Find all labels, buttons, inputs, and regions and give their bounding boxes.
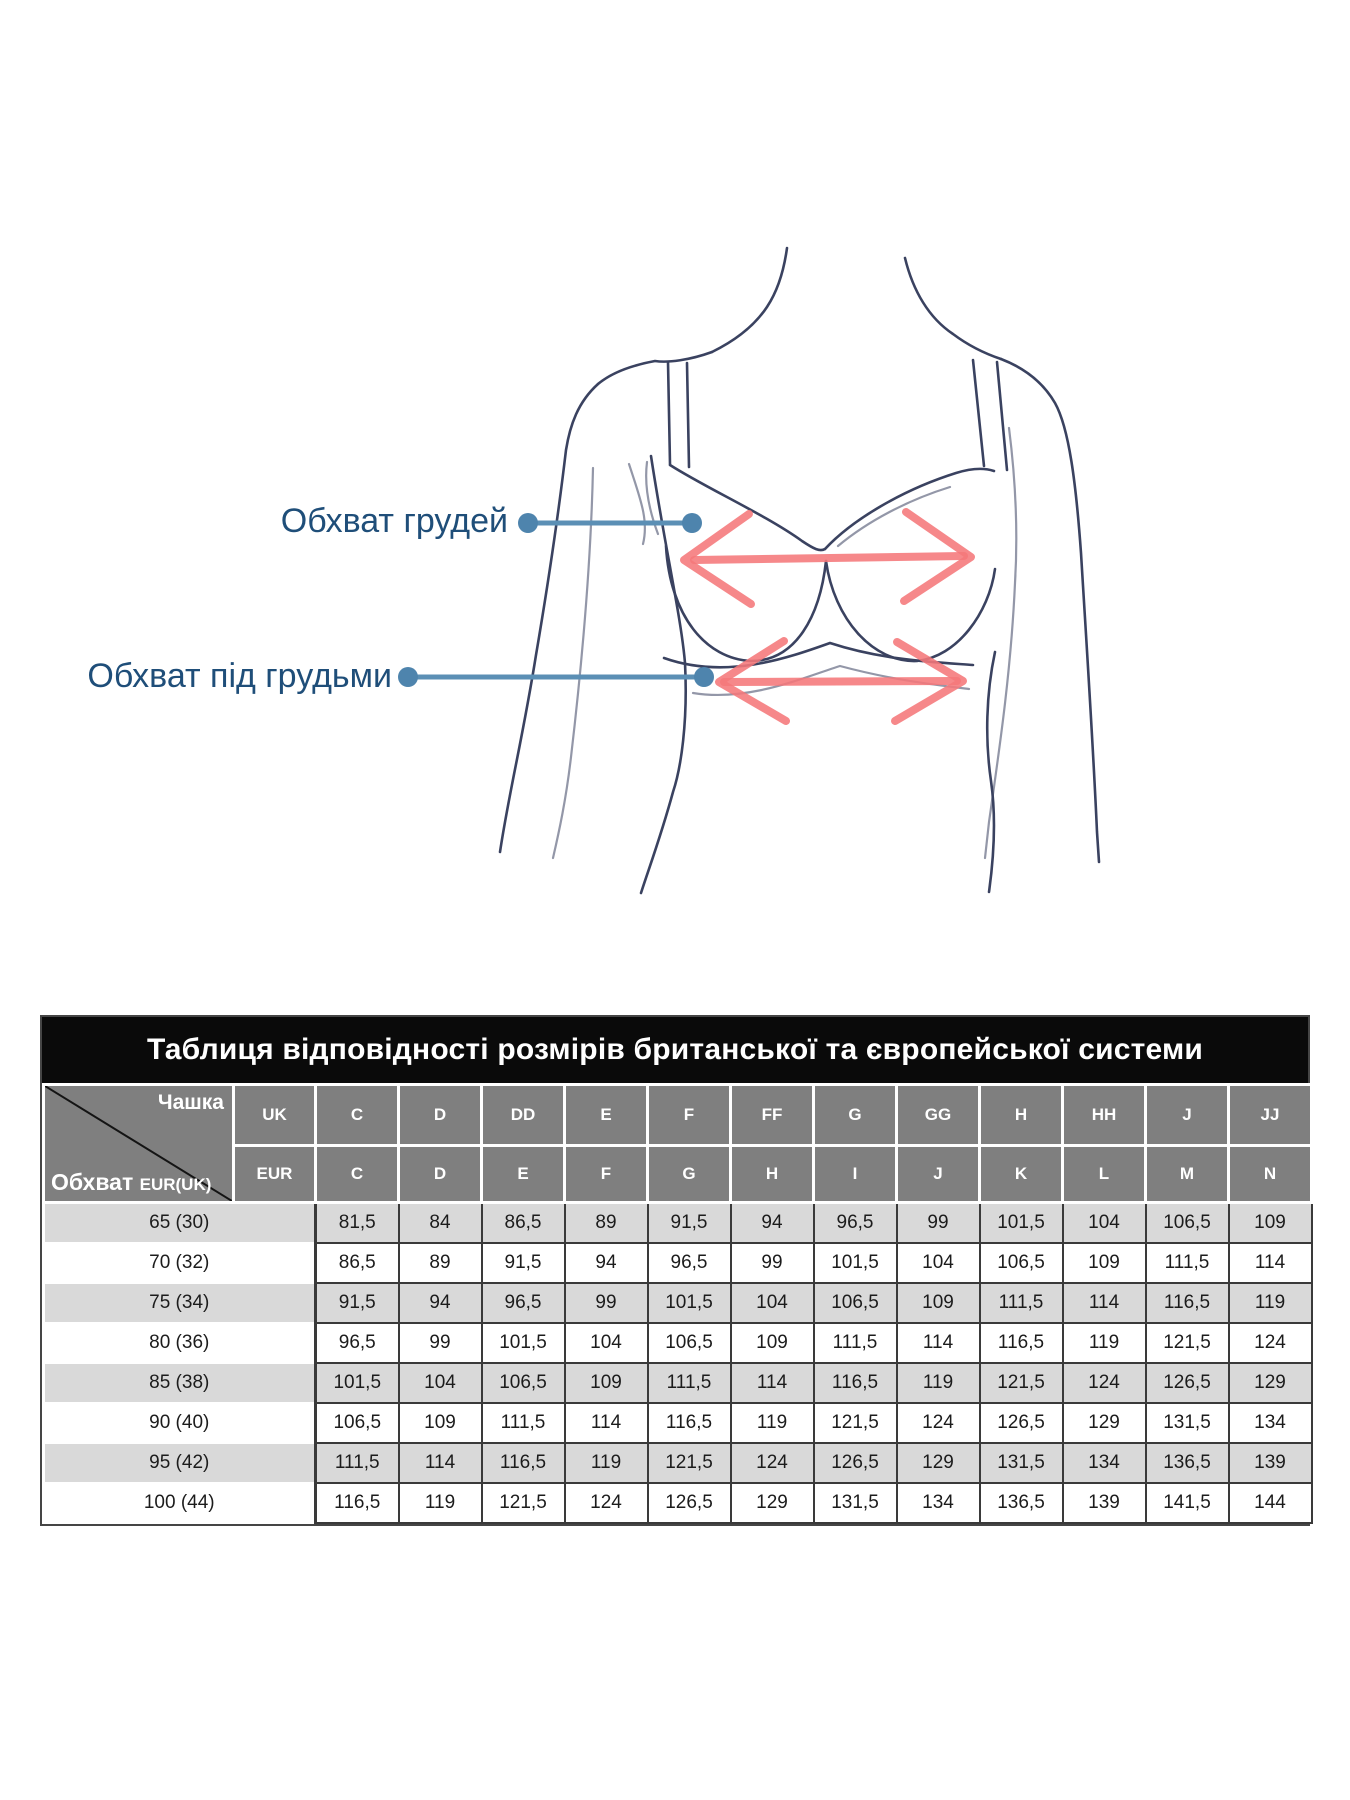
size-value-cell: 116,5: [814, 1363, 897, 1403]
bra-outline: [664, 360, 1007, 695]
size-value-cell: 104: [1063, 1203, 1146, 1244]
size-value-cell: 141,5: [1146, 1483, 1229, 1523]
size-value-cell: 99: [399, 1323, 482, 1363]
size-value-cell: 106,5: [980, 1243, 1063, 1283]
size-value-cell: 126,5: [1146, 1363, 1229, 1403]
size-value-cell: 104: [897, 1243, 980, 1283]
underbust-measure-arrow: [719, 641, 963, 721]
size-value-cell: 126,5: [814, 1443, 897, 1483]
size-value-cell: 114: [731, 1363, 814, 1403]
eur-cup-M: M: [1146, 1146, 1229, 1203]
uk-cup-G: G: [814, 1085, 897, 1146]
size-value-cell: 129: [897, 1443, 980, 1483]
eur-cup-N: N: [1229, 1146, 1312, 1203]
size-value-cell: 101,5: [316, 1363, 399, 1403]
table-row: [44, 1203, 1312, 1244]
band-size-label: 75 (34): [44, 1283, 316, 1323]
corner-cell: [44, 1085, 234, 1203]
size-value-cell: 124: [731, 1443, 814, 1483]
table-row: [44, 1243, 1312, 1283]
size-value-cell: 104: [565, 1323, 648, 1363]
uk-system-label: UK: [234, 1085, 316, 1146]
size-value-cell: 94: [399, 1283, 482, 1323]
size-value-cell: 119: [731, 1403, 814, 1443]
table-row: [44, 1323, 1312, 1363]
size-value-cell: 86,5: [482, 1203, 565, 1244]
size-value-cell: 101,5: [648, 1283, 731, 1323]
size-value-cell: 136,5: [980, 1483, 1063, 1523]
size-value-cell: 99: [731, 1243, 814, 1283]
size-value-cell: 124: [1063, 1363, 1146, 1403]
size-value-cell: 119: [897, 1363, 980, 1403]
size-value-cell: 124: [565, 1483, 648, 1523]
size-value-cell: 94: [565, 1243, 648, 1283]
size-value-cell: 134: [1063, 1443, 1146, 1483]
size-value-cell: 111,5: [1146, 1243, 1229, 1283]
table-row: [44, 1283, 1312, 1323]
corner-band-word: Обхват: [51, 1169, 134, 1195]
size-value-cell: 91,5: [648, 1203, 731, 1244]
bust-measure-arrow: [684, 512, 971, 604]
eur-cup-L: L: [1063, 1146, 1146, 1203]
size-value-cell: 109: [1063, 1243, 1146, 1283]
size-value-cell: 109: [565, 1363, 648, 1403]
eur-cup-C: C: [316, 1146, 399, 1203]
size-value-cell: 96,5: [482, 1283, 565, 1323]
underbust-label: Обхват під грудьми: [87, 657, 392, 695]
size-value-cell: 131,5: [814, 1483, 897, 1523]
uk-cup-C: C: [316, 1085, 399, 1146]
size-value-cell: 114: [1063, 1283, 1146, 1323]
band-size-label: 70 (32): [44, 1243, 316, 1283]
uk-cup-DD: DD: [482, 1085, 565, 1146]
size-value-cell: 119: [399, 1483, 482, 1523]
size-value-cell: 136,5: [1146, 1443, 1229, 1483]
size-value-cell: 104: [399, 1363, 482, 1403]
table-title: Таблиця відповідності розмірів британської та європейської системи: [42, 1017, 1308, 1083]
eur-cup-J: J: [897, 1146, 980, 1203]
size-value-cell: 89: [399, 1243, 482, 1283]
size-value-cell: 111,5: [316, 1443, 399, 1483]
size-value-cell: 86,5: [316, 1243, 399, 1283]
eur-cup-I: I: [814, 1146, 897, 1203]
size-value-cell: 94: [731, 1203, 814, 1244]
size-value-cell: 109: [399, 1403, 482, 1443]
uk-cup-GG: GG: [897, 1085, 980, 1146]
size-value-cell: 109: [1229, 1203, 1312, 1244]
band-size-label: 100 (44): [44, 1483, 316, 1523]
size-value-cell: 129: [1063, 1403, 1146, 1443]
size-conversion-table: [42, 1083, 1313, 1524]
size-value-cell: 116,5: [482, 1443, 565, 1483]
size-value-cell: 119: [1063, 1323, 1146, 1363]
eur-cup-F: F: [565, 1146, 648, 1203]
uk-cup-HH: HH: [1063, 1085, 1146, 1146]
size-value-cell: 101,5: [482, 1323, 565, 1363]
size-value-cell: 84: [399, 1203, 482, 1244]
size-value-cell: 134: [1229, 1403, 1312, 1443]
eur-cup-G: G: [648, 1146, 731, 1203]
table-row: [44, 1443, 1312, 1483]
size-value-cell: 124: [897, 1403, 980, 1443]
eur-cup-K: K: [980, 1146, 1063, 1203]
size-value-cell: 121,5: [814, 1403, 897, 1443]
size-value-cell: 119: [1229, 1283, 1312, 1323]
size-value-cell: 111,5: [814, 1323, 897, 1363]
size-value-cell: 96,5: [316, 1323, 399, 1363]
eur-cup-E: E: [482, 1146, 565, 1203]
table-row: [44, 1403, 1312, 1443]
size-value-cell: 129: [731, 1483, 814, 1523]
size-value-cell: 124: [1229, 1323, 1312, 1363]
size-value-cell: 144: [1229, 1483, 1312, 1523]
band-size-label: 90 (40): [44, 1403, 316, 1443]
size-value-cell: 89: [565, 1203, 648, 1244]
size-value-cell: 134: [897, 1483, 980, 1523]
size-value-cell: 109: [731, 1323, 814, 1363]
underbust-leader-line: [398, 667, 714, 687]
size-value-cell: 91,5: [482, 1243, 565, 1283]
size-value-cell: 131,5: [980, 1443, 1063, 1483]
size-value-cell: 81,5: [316, 1203, 399, 1244]
size-value-cell: 106,5: [482, 1363, 565, 1403]
size-value-cell: 106,5: [648, 1323, 731, 1363]
size-value-cell: 104: [731, 1283, 814, 1323]
size-value-cell: 106,5: [814, 1283, 897, 1323]
size-value-cell: 101,5: [814, 1243, 897, 1283]
size-value-cell: 121,5: [648, 1443, 731, 1483]
uk-cup-row: [44, 1085, 1312, 1146]
eur-cup-H: H: [731, 1146, 814, 1203]
size-value-cell: 99: [897, 1203, 980, 1244]
bust-label: Обхват грудей: [280, 502, 508, 540]
size-value-cell: 126,5: [980, 1403, 1063, 1443]
size-value-cell: 119: [565, 1443, 648, 1483]
size-value-cell: 114: [1229, 1243, 1312, 1283]
table-row: [44, 1483, 1312, 1523]
corner-band-label: [51, 1169, 211, 1196]
size-value-cell: 116,5: [980, 1323, 1063, 1363]
size-value-cell: 121,5: [482, 1483, 565, 1523]
eur-system-label: EUR: [234, 1146, 316, 1203]
size-value-cell: 109: [897, 1283, 980, 1323]
band-size-label: 95 (42): [44, 1443, 316, 1483]
bust-leader-line: [518, 513, 702, 533]
corner-cup-label: Чашка: [157, 1091, 224, 1114]
uk-cup-D: D: [399, 1085, 482, 1146]
size-value-cell: 126,5: [648, 1483, 731, 1523]
uk-cup-JJ: JJ: [1229, 1085, 1312, 1146]
size-value-cell: 114: [897, 1323, 980, 1363]
size-value-cell: 116,5: [648, 1403, 731, 1443]
size-value-cell: 106,5: [1146, 1203, 1229, 1244]
size-table: [40, 1015, 1310, 1526]
size-value-cell: 111,5: [648, 1363, 731, 1403]
table-row: [44, 1363, 1312, 1403]
corner-band-units: EUR(UK): [139, 1175, 212, 1194]
size-value-cell: 111,5: [482, 1403, 565, 1443]
band-size-label: 80 (36): [44, 1323, 316, 1363]
band-size-label: 65 (30): [44, 1203, 316, 1244]
size-value-cell: 114: [399, 1443, 482, 1483]
uk-cup-H: H: [980, 1085, 1063, 1146]
uk-cup-FF: FF: [731, 1085, 814, 1146]
size-value-cell: 106,5: [316, 1403, 399, 1443]
size-value-cell: 96,5: [814, 1203, 897, 1244]
uk-cup-J: J: [1146, 1085, 1229, 1146]
size-value-cell: 116,5: [316, 1483, 399, 1523]
eur-cup-D: D: [399, 1146, 482, 1203]
uk-cup-E: E: [565, 1085, 648, 1146]
size-value-cell: 121,5: [980, 1363, 1063, 1403]
torso-outline: [500, 248, 1099, 893]
size-value-cell: 139: [1063, 1483, 1146, 1523]
size-value-cell: 114: [565, 1403, 648, 1443]
eur-cup-row: [44, 1146, 1312, 1203]
size-value-cell: 96,5: [648, 1243, 731, 1283]
band-size-label: 85 (38): [44, 1363, 316, 1403]
size-value-cell: 139: [1229, 1443, 1312, 1483]
size-value-cell: 131,5: [1146, 1403, 1229, 1443]
size-value-cell: 129: [1229, 1363, 1312, 1403]
size-value-cell: 101,5: [980, 1203, 1063, 1244]
size-value-cell: 121,5: [1146, 1323, 1229, 1363]
uk-cup-F: F: [648, 1085, 731, 1146]
size-value-cell: 91,5: [316, 1283, 399, 1323]
size-value-cell: 116,5: [1146, 1283, 1229, 1323]
size-value-cell: 99: [565, 1283, 648, 1323]
size-value-cell: 111,5: [980, 1283, 1063, 1323]
